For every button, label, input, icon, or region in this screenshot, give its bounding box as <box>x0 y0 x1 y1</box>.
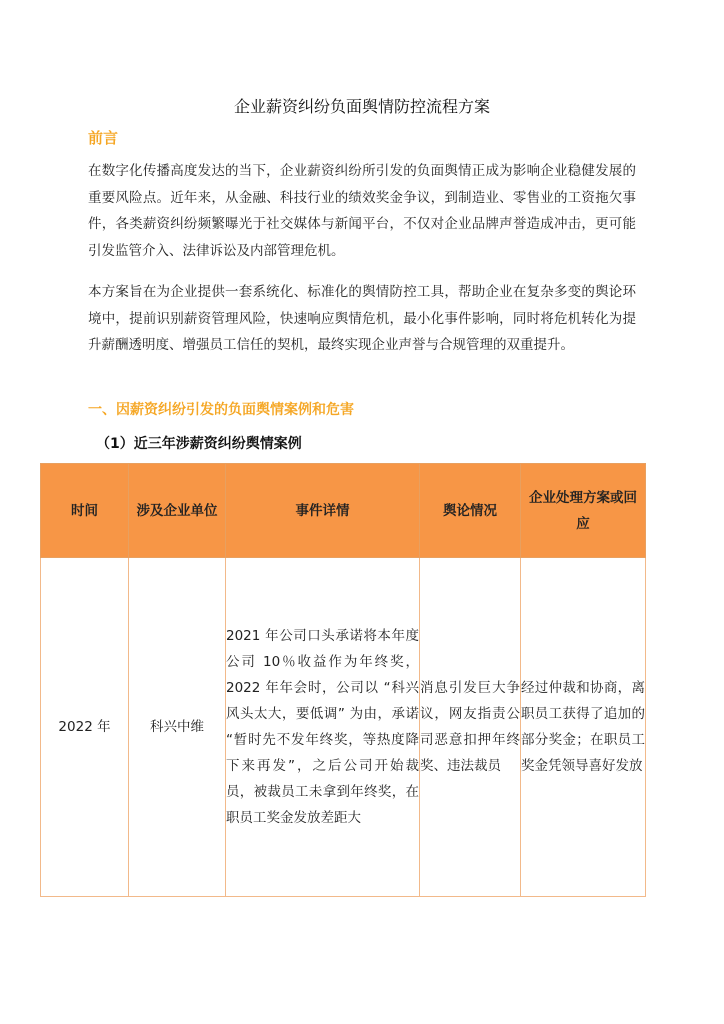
cell-time-text: 2022 年 <box>58 719 111 735</box>
header-opinion: 舆论情况 <box>420 464 521 558</box>
preface-paragraph-2: 本方案旨在为企业提供一套系统化、标准化的舆情防控工具，帮助企业在复杂多变的舆论环境中，提前识别薪资管理风险，快速响应舆情危机，最小化事件影响，同时将危机转化为提升薪酬透明度、增强员工信任的契机，最终实现企业声誉与合规管理的双重提升。 <box>88 284 636 353</box>
subsection-heading: （1）近三年涉薪资纠纷舆情案例 <box>96 436 302 452</box>
cell-opinion <box>420 558 521 897</box>
header-detail: 事件详情 <box>226 464 420 558</box>
table-header-row <box>41 464 646 558</box>
cell-response <box>521 558 646 897</box>
cell-company <box>129 558 226 897</box>
cell-response-text: 经过仲裁和协商，离职员工获得了追加的部分奖金；在职员工奖金凭领导喜好发放 <box>521 680 645 774</box>
table-row <box>41 558 646 897</box>
preface-paragraph-1: 在数字化传播高度发达的当下，企业薪资纠纷所引发的负面舆情正成为影响企业稳健发展的重要风险点。近年来，从金融、科技行业的绩效奖金争议，到制造业、零售业的工资拖欠事件，各类薪资纠纷频繁曝光于社交媒体与新闻平台，不仅对企业品牌声誉造成冲击，更可能引发监管介入、法律诉讼及内部管理危机。 <box>88 163 636 259</box>
cell-detail <box>226 558 420 897</box>
header-company: 涉及企业单位 <box>129 464 226 558</box>
document-title: 企业薪资纠纷负面舆情防控流程方案 <box>233 97 490 116</box>
cell-company-text: 科兴中维 <box>150 719 204 735</box>
header-response: 企业处理方案或回应 <box>521 464 646 558</box>
section-heading: 一、因薪资纠纷引发的负面舆情案例和危害 <box>88 402 354 418</box>
cell-time <box>41 558 129 897</box>
header-time: 时间 <box>41 464 129 558</box>
preface-heading: 前言 <box>88 129 119 147</box>
case-table <box>40 463 646 897</box>
cell-opinion-text: 消息引发巨大争议，网友指责公司恶意扣押年终奖、违法裁员 <box>420 680 520 774</box>
cell-detail-text: 2021 年公司口头承诺将本年度公司 10％收益作为年终奖，2022 年年会时，公司以 “科兴风头太大，要低调” 为由，承诺 “暂时先不发年终奖，等热度降下来再发”，之后公司开始裁员，被裁员工未拿到年终奖，在职员工奖金发放差距大 <box>226 628 419 826</box>
